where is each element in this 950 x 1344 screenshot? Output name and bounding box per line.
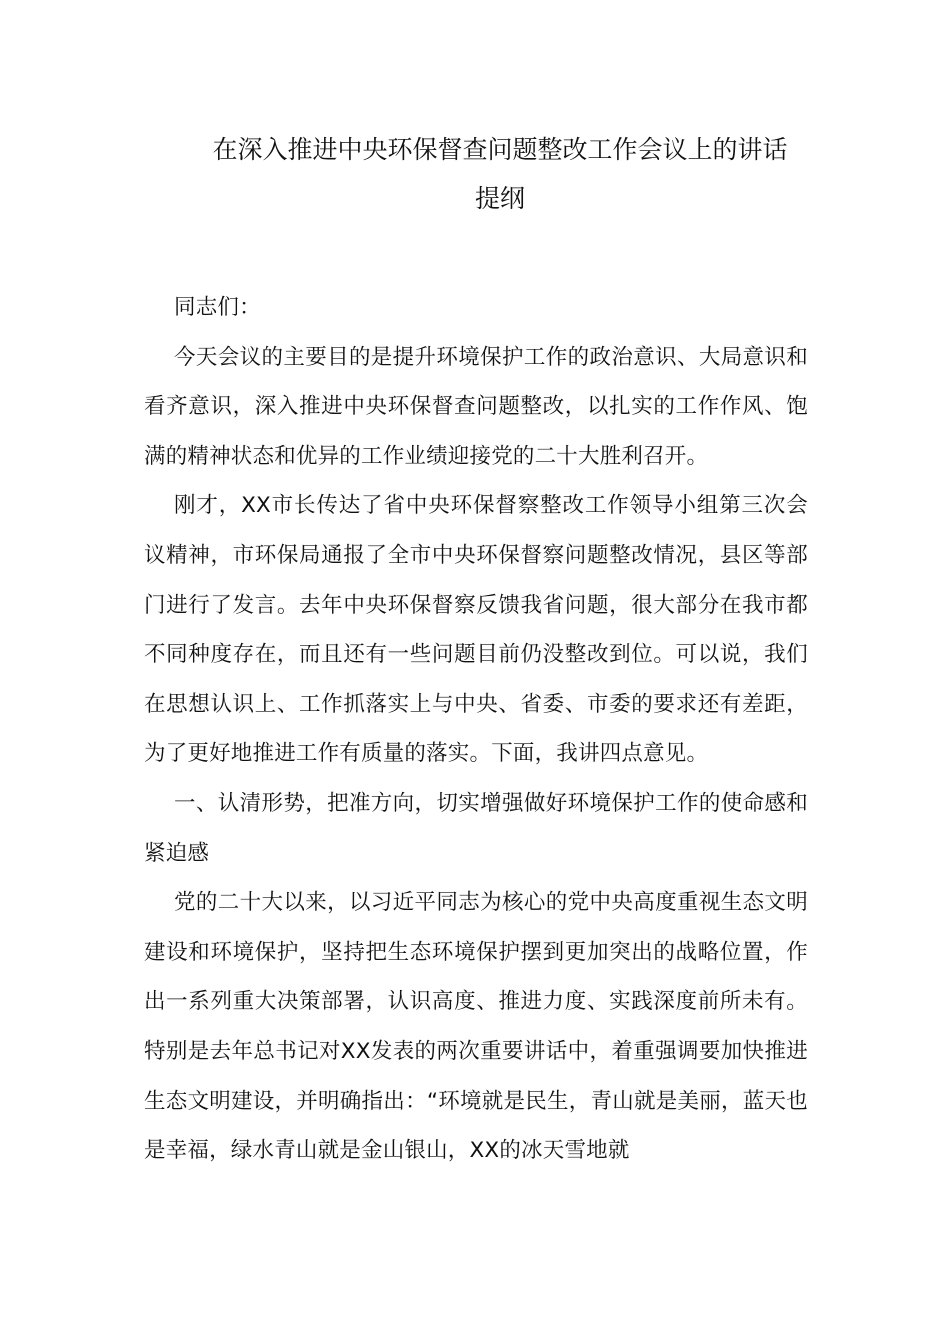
paragraph-intro: 今天会议的主要目的是提升环境保护工作的政治意识、大局意识和看齐意识，深入推进中央环保督查问题整改，以扎实的工作作风、饱满的精神状态和优异的工作业绩迎接党的二十大胜利召开。 <box>144 344 808 469</box>
section-heading-1: 一、认清形势，把准方向，切实增强做好环境保护工作的使命感和紧迫感 <box>144 790 808 866</box>
document-title-line-1: 在深入推进中央环保督查问题整改工作会议上的讲话 <box>212 135 788 164</box>
document-title-line-2: 提纲 <box>474 184 525 213</box>
document-body <box>144 283 808 1176</box>
paragraph-background: 刚才，XX市长传达了省中央环保督察整改工作领导小组第三次会议精神，市环保局通报了全市中央环保督察问题整改情况，县区等部门进行了发言。去年中央环保督察反馈我省问题，很大部分在我市都不同种度存在，而且还有一些问题目前仍没整改到位。可以说，我们在思想认识上、工作抓落实上与中央、省委、市委的要求还有差距，为了更好地推进工作有质量的落实。下面，我讲四点意见。 <box>144 493 808 767</box>
paragraph-section-1: 党的二十大以来，以习近平同志为核心的党中央高度重视生态文明建设和环境保护，坚持把生态环境保护摆到更加突出的战略位置，作出一系列重大决策部署，认识高度、推进力度、实践深度前所未有。特别是去年总书记对XX发表的两次重要讲话中，着重强调要加快推进生态文明建设，并明确指出：“环境就是民生，青山就是美丽，蓝天也是幸福，绿水青山就是金山银山，XX的冰天雪地就 <box>144 890 808 1164</box>
salutation: 同志们： <box>174 295 261 320</box>
